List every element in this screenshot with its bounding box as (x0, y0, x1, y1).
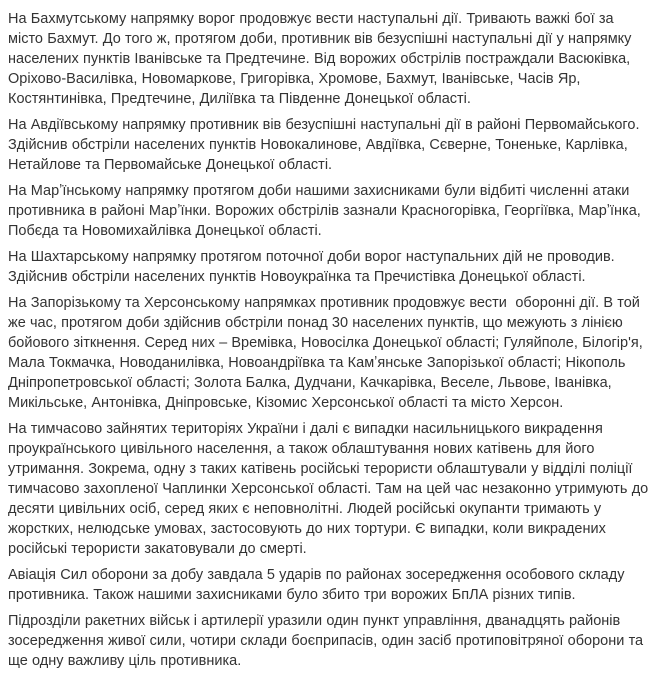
report-paragraph-occupied-territories: На тимчасово зайнятих територіях України і далі є випадки насильницького викрадення проукраїнського цивільного населення, а також облаштування нових катівень для його утримання. Зокрема, одну з таких катівень російські терористи облаштували у відділі поліції тимчасово захопленої Чаплинки Херсонської області. Там на цей час незаконно утримують до десяти цивільних осіб, серед яких є неповнолітні. Людей російські окупанти тримають у жорстких, нелюдське умовах, застосовують до них тортури. Є випадки, коли викрадених російські терористи закатовували до смерті. (8, 421, 653, 557)
report-paragraph-artillery: Підрозділи ракетних військ і артилерії уразили один пункт управління, дванадцять районів зосередження живої сили, чотири склади боєприпасів, один засіб протиповітряної оборони та ще одну важливу ціль противника. (8, 613, 648, 669)
report-paragraph-marinka: На Марʼїнському напрямку протягом доби нашими захисниками були відбиті численні атаки противника в районі Марʼїнки. Ворожих обстрілів зазнали Красногорівка, Георгіївка, Марʼїнка, Побєда та Новомихайлівка Донецької області. (8, 183, 646, 239)
report-paragraph-aviation: Авіація Сил оборони за добу завдала 5 ударів по районах зосередження особового складу противника. Також нашими захисниками було збито три ворожих БпЛА різних типів. (8, 567, 629, 603)
report-paragraph-avdiivka: На Авдіївському напрямку противник вів безуспішні наступальні дії в районі Первомайського. Здійснив обстріли населених пунктів Новокалинове, Авдіївка, Сєверне, Тоненьке, Карлівка, Нетайлове та Первомайське Донецької області. (8, 117, 644, 173)
report-paragraph-bakhmut: На Бахмутському напрямку ворог продовжує вести наступальні дії. Тривають важкі бої за місто Бахмут. До того ж, протягом доби, противник вів безуспішні наступальні дії у напрямку населених пунктів Іванівське та Предтечине. Від ворожих обстрілів постраждали Васюківка, Оріхово-Василівка, Новомаркове, Григорівка, Хромове, Бахмут, Іванівське, Часів Яр, Костянтинівка, Предтечине, Диліївка та Південне Донецької області. (8, 11, 636, 107)
report-paragraph-shakhtarsk: На Шахтарському напрямку протягом поточної доби ворог наступальних дій не проводив. Здійснив обстріли населених пунктів Новоукраїнка та Пречистівка Донецької області. (8, 249, 619, 285)
report-paragraph-zaporizhzhia-kherson: На Запорізькому та Херсонському напрямках противник продовжує вести оборонні дії. В той же час, протягом доби здійснив обстріли понад 30 населених пунктів, що межують з лінією бойового зіткнення. Серед них – Времівка, Новосілка Донецької області; Гуляйполе, Білогір'я, Мала Токмачка, Новоданилівка, Новоандріївка та Камʼянське Запорізької області; Нікополь Дніпропетровської області; Золота Балка, Дудчани, Качкарівка, Веселе, Львове, Іванівка, Микільське, Антонівка, Дніпровське, Кізомис Херсонської області та місто Херсон. (8, 295, 647, 411)
